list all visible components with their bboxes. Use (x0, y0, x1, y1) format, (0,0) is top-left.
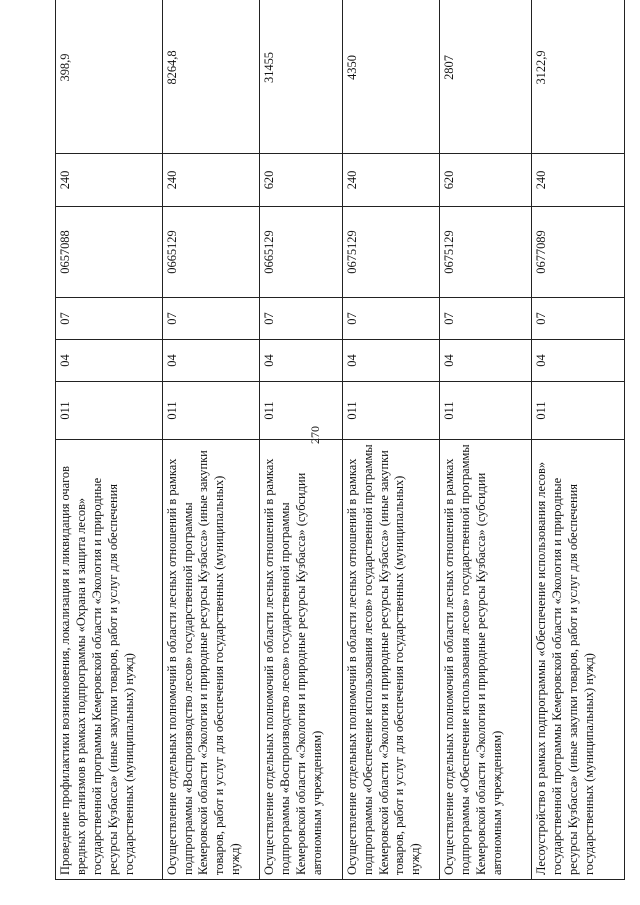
row-description: Лесоустройство в рамках подпрограммы «Обеспечение использования лесов» государственной программы Кемеровской области «Экология и природные ресурсы Кузбасса» (иные закупки товаров, работ и услуг для обеспечения государственных (муниципальных) нужд) (532, 440, 625, 880)
table-row (342, 0, 440, 880)
row-expense-type-code: 240 (162, 154, 260, 207)
table-row (56, 0, 163, 880)
row-target-article-code: 0675129 (342, 207, 440, 298)
row-grbs-code: 011 (532, 382, 625, 440)
row-subsection-code: 07 (440, 298, 532, 340)
row-expense-type-code: 240 (56, 154, 163, 207)
budget-table (55, 0, 625, 880)
row-amount: 3122,9 (532, 0, 625, 154)
row-subsection-code: 07 (342, 298, 440, 340)
row-target-article-code: 0675129 (440, 207, 532, 298)
row-amount: 8264,8 (162, 0, 260, 154)
row-subsection-code: 07 (532, 298, 625, 340)
table-row (162, 0, 260, 880)
row-section-code: 04 (56, 340, 163, 382)
row-target-article-code: 0677089 (532, 207, 625, 298)
table-row (532, 0, 625, 880)
row-subsection-code: 07 (162, 298, 260, 340)
page-number: 270 (308, 426, 322, 444)
row-target-article-code: 0657088 (56, 207, 163, 298)
row-target-article-code: 0665129 (260, 207, 343, 298)
row-grbs-code: 011 (440, 382, 532, 440)
row-amount: 398,9 (56, 0, 163, 154)
row-section-code: 04 (532, 340, 625, 382)
row-amount: 31455 (260, 0, 343, 154)
row-grbs-code: 011 (56, 382, 163, 440)
row-description: Осуществление отдельных полномочий в области лесных отношений в рамках подпрограммы «Воспроизводство лесов» государственной программы Кемеровской области «Экология и природные ресурсы Кузбасса» (субсидии автономным учреждениям) (260, 440, 343, 880)
row-target-article-code: 0665129 (162, 207, 260, 298)
row-expense-type-code: 620 (440, 154, 532, 207)
row-description: Осуществление отдельных полномочий в области лесных отношений в рамках подпрограммы «Обеспечение использования лесов» государственной программы Кемеровской области «Экология и природные ресурсы Кузбасса» (иные закупки товаров, работ и услуг для обеспечения государственных (муниципальных) нужд) (342, 440, 440, 880)
row-section-code: 04 (342, 340, 440, 382)
row-description: Осуществление отдельных полномочий в области лесных отношений в рамках подпрограммы «Воспроизводство лесов» государственной программы Кемеровской области «Экология и природные ресурсы Кузбасса» (иные закупки товаров, работ и услуг для обеспечения государственных (муниципальных) нужд) (162, 440, 260, 880)
row-grbs-code: 011 (260, 382, 343, 440)
row-grbs-code: 011 (342, 382, 440, 440)
row-description: Проведение профилактики возникновения, локализация и ликвидация очагов вредных организмов в рамках подпрограммы «Охрана и защита лесов» государственной программы Кемеровской области «Экология и природные ресурсы Кузбасса» (иные закупки товаров, работ и услуг для обеспечения государственных (муниципальных) нужд) (56, 440, 163, 880)
table-row (260, 0, 343, 880)
row-subsection-code: 07 (56, 298, 163, 340)
row-section-code: 04 (260, 340, 343, 382)
row-section-code: 04 (440, 340, 532, 382)
row-expense-type-code: 620 (260, 154, 343, 207)
budget-table-sheet (55, 45, 625, 880)
table-row (440, 0, 532, 880)
row-description: Осуществление отдельных полномочий в области лесных отношений в рамках подпрограммы «Обеспечение использования лесов» государственной программы Кемеровской области «Экология и природные ресурсы Кузбасса» (субсидии автономным учреждениям) (440, 440, 532, 880)
row-expense-type-code: 240 (532, 154, 625, 207)
row-section-code: 04 (162, 340, 260, 382)
row-expense-type-code: 240 (342, 154, 440, 207)
row-amount: 4350 (342, 0, 440, 154)
row-subsection-code: 07 (260, 298, 343, 340)
row-grbs-code: 011 (162, 382, 260, 440)
row-amount: 2807 (440, 0, 532, 154)
